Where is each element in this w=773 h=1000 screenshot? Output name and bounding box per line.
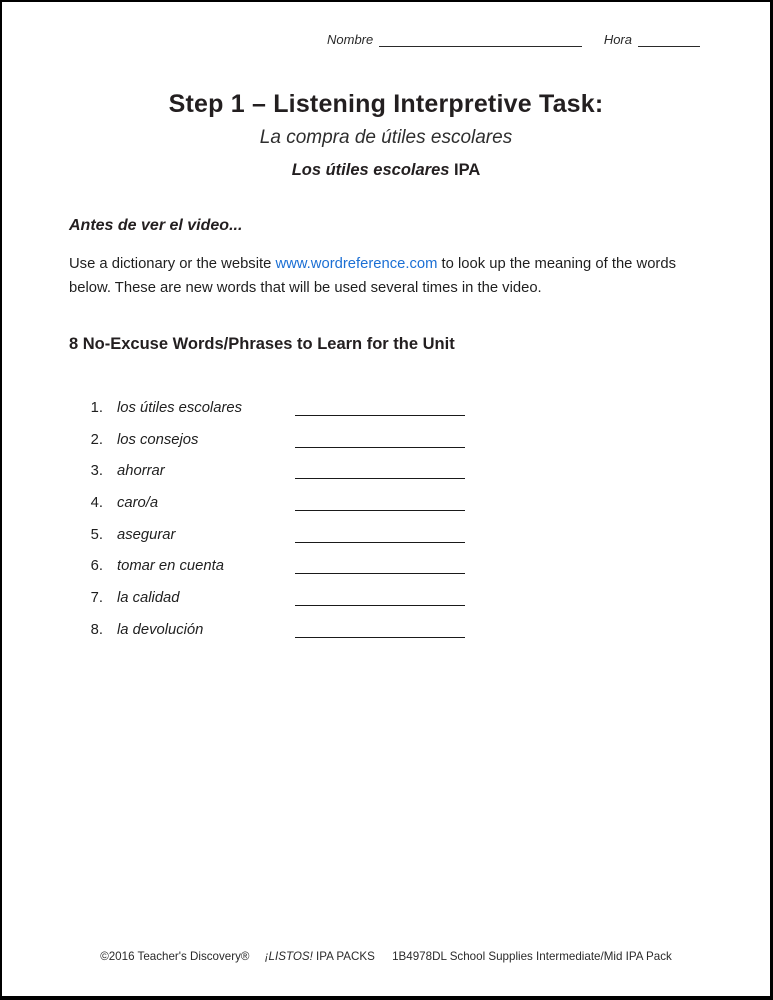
vocab-word: tomar en cuenta [117,558,224,575]
vocab-row [69,558,709,590]
answer-blank-line [295,637,465,638]
vocab-word: los consejos [117,431,199,448]
vocab-list-heading: 8 No-Excuse Words/Phrases to Learn for the Unit [69,335,455,353]
footer-brand [265,950,375,963]
answer-blank-line [295,605,465,606]
answer-blank-line [295,510,465,511]
vocab-row [69,400,709,432]
subheading-italic-part: Los útiles escolares [291,161,450,179]
page-footer [2,950,770,963]
vocab-number: 8. [90,621,103,638]
page-subtitle: La compra de útiles escolares [259,127,513,148]
vocab-number: 6. [90,558,103,575]
instructions-text-after-link: to look up the meaning of the words below. These are new words that will be used several times in the video. [69,256,676,296]
footer-product-code: 1B4978DL School Supplies Intermediate/Mid IPA Pack [392,950,672,963]
nombre-blank-line [379,32,582,47]
vocab-word: ahorrar [117,463,165,480]
vocab-row [69,622,709,654]
vocab-number: 3. [90,463,103,480]
answer-blank-line [295,573,465,574]
vocab-row [69,527,709,559]
vocab-word: la devolución [117,621,204,638]
vocab-row [69,590,709,622]
vocab-word: la calidad [117,590,180,607]
instructions-paragraph [69,252,714,300]
page-subheading [2,161,770,180]
hora-label: Hora [603,32,632,47]
answer-blank-line [295,478,465,479]
vocab-word: caro/a [117,495,159,512]
vocab-row [69,495,709,527]
instructions-text-before-link: Use a dictionary or the website [69,256,276,272]
vocab-number: 7. [90,590,103,607]
vocab-number: 4. [90,495,103,512]
answer-blank-line [295,447,465,448]
nombre-label: Nombre [327,32,374,47]
wordreference-link[interactable]: www.wordreference.com [275,256,438,272]
footer-brand-rest: IPA PACKS [312,950,375,963]
vocab-number: 2. [90,431,103,448]
vocab-number: 1. [90,400,103,416]
hora-blank-line [638,32,700,47]
vocab-row [69,463,709,495]
name-hora-header [327,32,700,47]
subheading-suffix: IPA [449,161,481,179]
vocab-row [69,432,709,464]
before-video-heading: Antes de ver el video... [69,217,243,234]
vocab-list [69,400,709,654]
vocab-number: 5. [90,526,103,543]
footer-copyright: ©2016 Teacher's Discovery® [100,950,250,963]
answer-blank-line [295,542,465,543]
answer-blank-line [295,415,465,416]
page-title: Step 1 – Listening Interpretive Task: [168,90,604,118]
footer-brand-italic: ¡LISTOS! [264,950,313,963]
vocab-word: los útiles escolares [117,400,243,416]
vocab-word: asegurar [117,526,176,543]
